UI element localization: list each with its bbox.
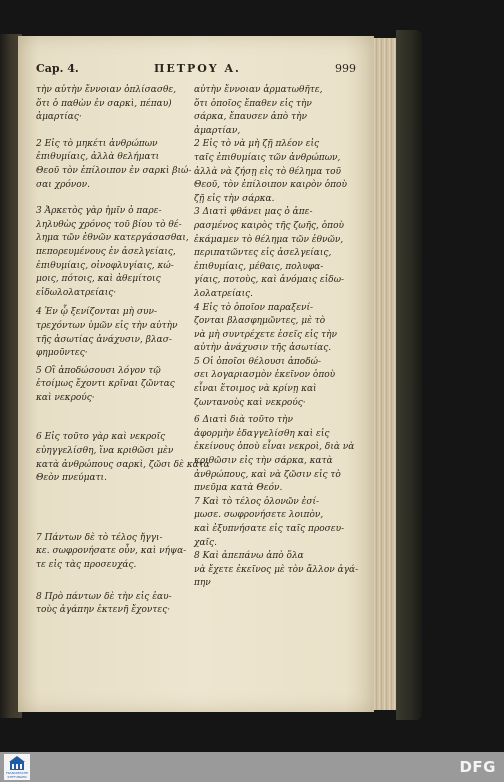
left-paragraph: 4 Ἐν ᾧ ξενίζονται μὴ συν- τρεχόντων ὑμῶν εἰς τὴν αὐτὴν τῆς ἀσωτίας ἀνάχυσιν, βλασ- φημοῦντες· — [36, 307, 178, 359]
building-icon — [4, 754, 30, 772]
left-column-greek — [36, 84, 192, 618]
right-paragraph: 6 Διατὶ διὰ τοῦτο τὴν ἀφορμὴν ἐδαγγελίσθη καὶ εἰς ἐκείνους ὁποὺ εἶναι νεκροὶ, διὰ κριθῶσιν εἰς τὴν σάρκα, κατὰ ἀνθρώπους, καὶ νὰ ζῶσιν εἰς τὸ πνεῦμα κατὰ Θεόν. — [194, 415, 341, 494]
page-number: 999 — [335, 62, 356, 75]
right-column-vernacular — [194, 84, 347, 591]
book-binding — [396, 30, 422, 720]
right-paragraph: 8 Καὶ ἀπεπάνω ἀπὸ ὅλα νὰ ἔχετε ἐκεῖνος μὲ τὸν ἄλλον πην — [194, 551, 335, 589]
right-paragraph: αὐτὴν ἔννοιαν ἁρματωθῆτε, ὅτι ὁποῖος ἔπαθεν εἰς τὴν σάρκα, ἔπαυσεν ἀπὸ τὴν ἁμαρτίαν, — [194, 85, 323, 136]
francke-logo — [4, 754, 30, 780]
left-paragraph: 2 Εἰς τὸ μηκέτι ἀνθρώπων ἐπιθυμίαις, ἀλλὰ θελήματι Θεοῦ τὸν ἐπίλοιπον ἐν σαρκὶ βιώ- σαι χρόνον. — [36, 138, 192, 190]
left-paragraph: 7 Πάντων δὲ τὸ τέλος ἤγγι- κε. σωφρονήσατε οὖν, καὶ νήψα- τε εἰς τὰς προσευχάς. — [36, 532, 187, 571]
right-paragraph: 5 Οἱ ὁποῖοι θέλουσι ἀποδώ- σει λογαριασμὸν ἐκεῖνον ὁποὺ εἶναι ἕτοιμος νὰ κρίνῃ καὶ ζωντανοὺς καὶ νεκρούς· — [194, 356, 336, 408]
running-header — [36, 62, 356, 82]
left-paragraph: 8 Πρὸ πάντων δὲ τὴν εἰς ἑαυ- τοὺς ἀγάπην ἐκτενῆ ἔχοντες· — [36, 591, 172, 616]
viewer-footer-bar — [0, 752, 504, 782]
right-paragraph: 4 Εἰς τὸ ὁποῖον παραξενί- ζονται βλασφημῶντες, μὲ τὸ νὰ μὴ συντρέχετε ἐσεῖς εἰς τὴν αὐτὴν ἀνάχυσιν τῆς ἀσωτίας. — [194, 302, 337, 354]
right-paragraph: 3 Διατὶ φθάνει μας ὁ ἀπε- ρασμένος καιρὸς τῆς ζωῆς, ὁποὺ ἐκάμαμεν τὸ θέλημα τῶν ἐθνῶν, περιπατῶντες εἰς ἀσελγείαις, ἐπιθυμίαις, μέθαις, πολυφα- γίαις, ποτοὺς, καὶ ἀνόμαις εἰδω- λολατρείαις. — [194, 207, 345, 299]
dfg-logo: DFG — [459, 758, 496, 776]
right-paragraph: 7 Καὶ τὸ τέλος ὁλονῶν ἐσί- μωσε. σωφρονήσετε λοιπὸν, καὶ ἐξυπνήσατε εἰς ταῖς προσευ- χαῖς. — [194, 496, 345, 548]
left-paragraph: τὴν αὐτὴν ἔννοιαν ὁπλίσασθε, ὅτι ὁ παθὼν ἐν σαρκὶ, πέπαυ) ἁμαρτίας· — [36, 85, 177, 123]
left-paragraph: 3 Ἀρκετὸς γὰρ ἡμῖν ὁ παρε- ληλυθὼς χρόνος τοῦ βίου τὸ θέ- λημα τῶν ἐθνῶν κατεργάσασθαι, πεπορευμένους ἐν ἀσελγείαις, ἐπιθυμίαις, οἰνοφλυγίαις, κώ- μοις, πότοις, καὶ ἀθεμίτοις εἰδωλολατρείαις· — [36, 206, 189, 298]
chapter-label: Cap. 4. — [36, 62, 79, 75]
left-paragraph: 5 Οἳ ἀποδώσουσι λόγον τῷ ἑτοίμως ἔχοντι κρῖναι ζῶντας καὶ νεκρούς· — [36, 365, 175, 403]
left-paragraph: 6 Εἰς τοῦτο γὰρ καὶ νεκροῖς εὐηγγελίσθη, ἵνα κριθῶσι μὲν κατὰ ἀνθρώπους σαρκὶ, ζῶσι δὲ Θεὸν πνεύματι. — [36, 432, 184, 484]
right-paragraph: 2 Εἰς τὸ νὰ μὴ ζῇ πλέον εἰς ταῖς ἐπιθυμίαις τῶν ἀνθρώπων, ἀλλὰ νὰ ζήσῃ εἰς τὸ θέλημα τοῦ Θεοῦ, τὸν ἐπίλοιπον καιρὸν ὁποὺ ζῇ εἰς τὴν σάρκα. — [194, 139, 347, 204]
logo-text: FRANCKESCHE STIFTUNGEN — [5, 771, 29, 779]
book-title: ΠΕΤΡΟΥ Α. — [154, 62, 241, 75]
